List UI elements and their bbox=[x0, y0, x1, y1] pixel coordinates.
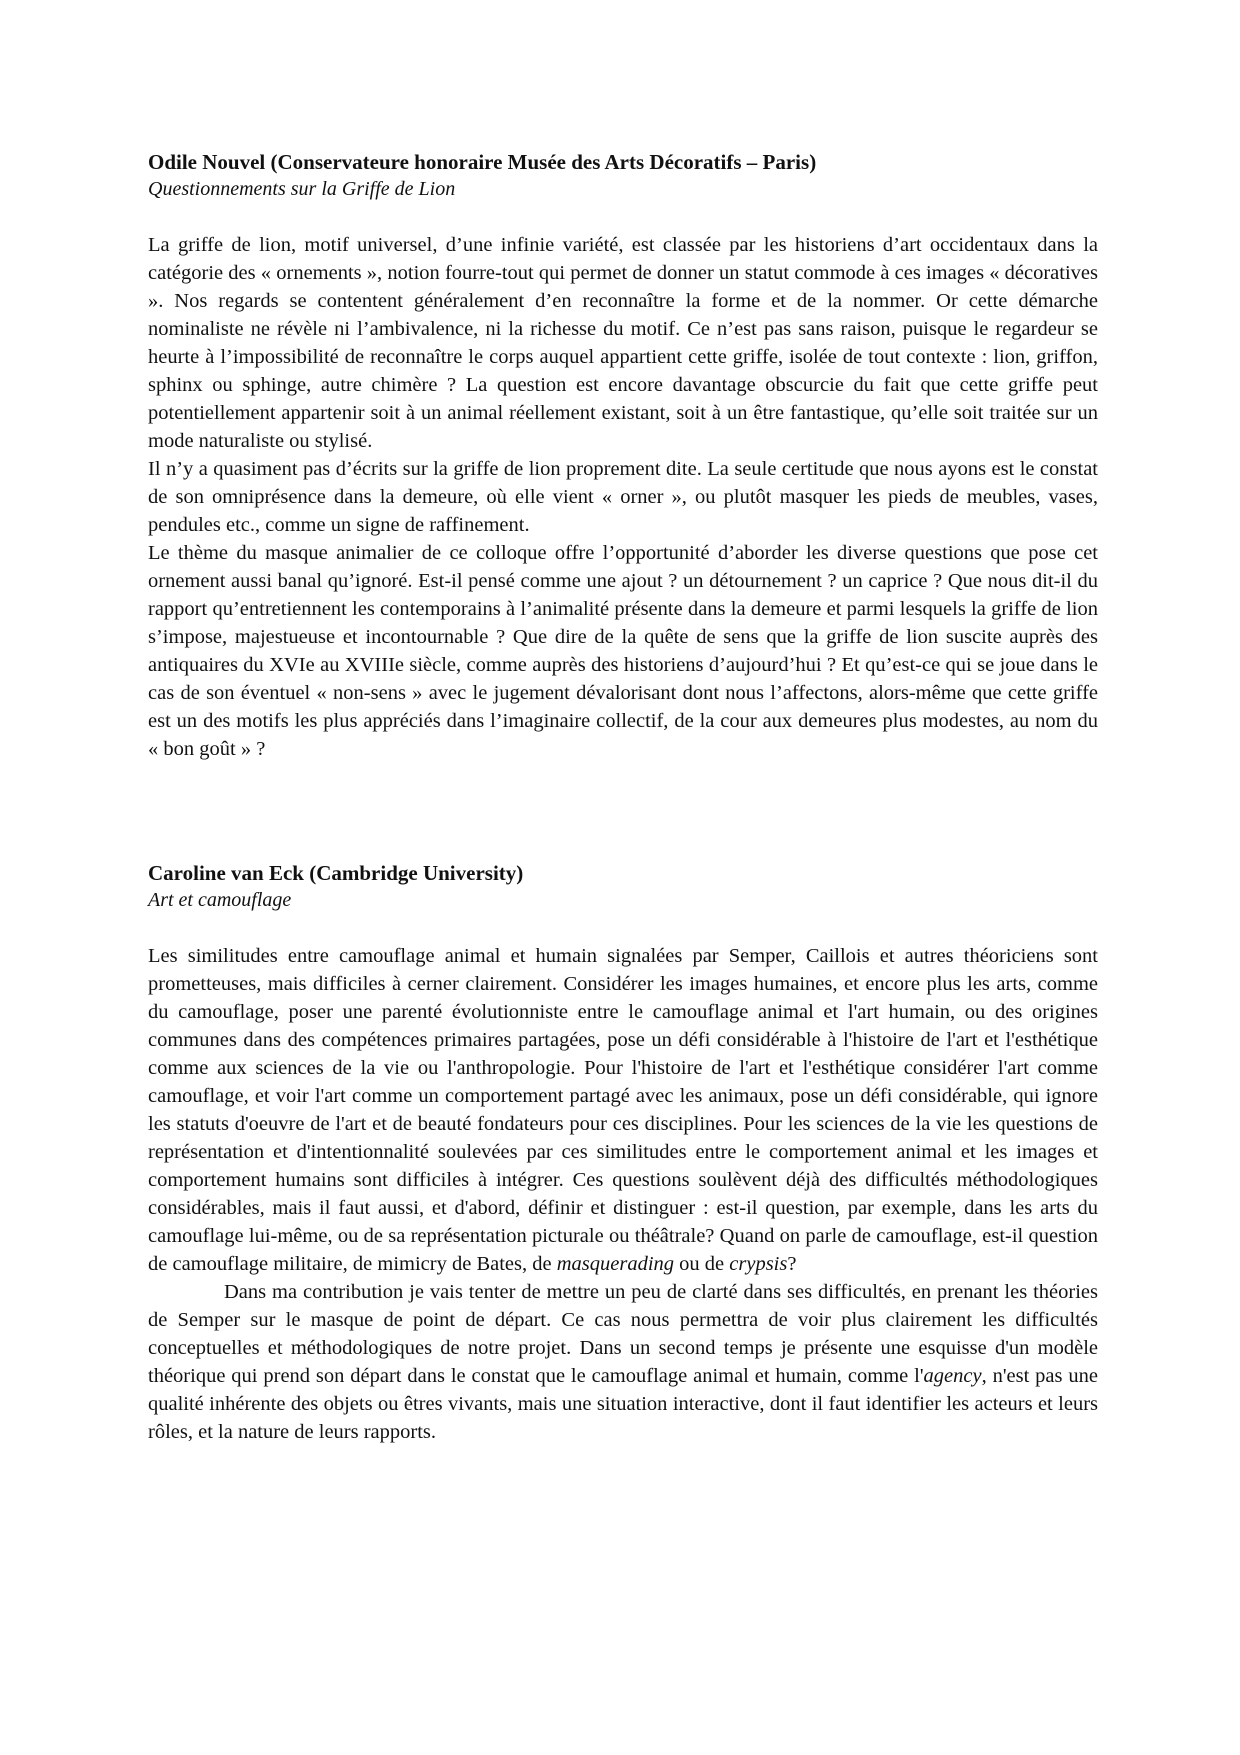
abstract-van-eck bbox=[148, 859, 1098, 1446]
author-heading: Odile Nouvel (Conservateure honoraire Musée des Arts Décoratifs – Paris) bbox=[148, 150, 817, 174]
paragraph-text: Les similitudes entre camouflage animal et humain signalées par Semper, Caillois et autres théoriciens sont prometteuses, mais difficiles à cerner clairement. Considérer les images humaines, et encore plus les arts, comme du camouflage, poser une parenté évolutionniste entre le camouflage animal et l'art humain, ou des origines communes dans des compétences primaires partagées, pose un défi considérable à l'histoire de l'art et l'esthétique comme aux sciences de la vie ou l'anthropologie. Pour l'histoire de l'art et l'esthétique considérer l'art comme camouflage, et voir l'art comme un comportement partagé avec les animaux, pose un défi considérable, qui ignore les statuts d'oeuvre de l'art et de beauté fondateurs pour ces disciplines. Pour les sciences de la vie les questions de représentation et d'intentionnalité soulevées par ces similitudes entre le comportement animal et les images et comportement humains sont difficiles à intégrer. Ces questions soulèvent déjà des difficultés méthodologiques considérables, mais il faut aussi, et d'abord, définir et distinguer : est-il question, par exemple, dans les arts du camouflage lui-même, ou de sa représentation picturale ou théâtrale? Quand on parle de camouflage, est-il question de camouflage militaire, de mimicry de Bates, de bbox=[148, 945, 1098, 1275]
paragraph bbox=[148, 1278, 1098, 1446]
paragraph-text: ? bbox=[787, 1253, 797, 1275]
paragraph-text: ou de bbox=[674, 1253, 730, 1275]
author-heading: Caroline van Eck (Cambridge University) bbox=[148, 861, 524, 885]
paragraph-text: , n'est pas une qualité inhérente des objets ou êtres vivants, mais une situation interactive, dont il faut identifier les acteurs et leurs rôles, et la nature de leurs rapports. bbox=[148, 1365, 1098, 1443]
paragraph-text: Dans ma contribution je vais tenter de mettre un peu de clarté dans ses difficultés, en prenant les théories de Semper sur le masque de point de départ. Ce cas nous permettra de voir plus clairement les difficultés conceptuelles et méthodologiques de notre projet. Dans un second temps je présente une esquisse d'un modèle théorique qui prend son départ dans le constat que le camouflage animal et humain, comme l' bbox=[148, 1281, 1098, 1387]
abstract-nouvel bbox=[148, 148, 1098, 763]
paragraph: Il n’y a quasiment pas d’écrits sur la griffe de lion proprement dite. La seule certitude que nous ayons est le constat de son omniprésence dans la demeure, où elle vient « orner », ou plutôt masquer les pieds de meubles, vases, pendules etc., comme un signe de raffinement. bbox=[148, 458, 1098, 536]
talk-title: Questionnements sur la Griffe de Lion bbox=[148, 178, 456, 200]
paragraph: La griffe de lion, motif universel, d’une infinie variété, est classée par les historiens d’art occidentaux dans la catégorie des « ornements », notion fourre-tout qui permet de donner un statut commode à ces images « décoratives ». Nos regards se contentent généralement d’en reconnaître la forme et de la nommer. Or cette démarche nominaliste ne révèle ni l’ambivalence, ni la richesse du motif. Ce n’est pas sans raison, puisque le regardeur se heurte à l’impossibilité de reconnaître le corps auquel appartient cette griffe, isolée de tout contexte : lion, griffon, sphinx ou sphinge, autre chimère ? La question est encore davantage obscurcie du fait que cette griffe peut potentiellement appartenir soit à un animal réellement existant, soit à un être fantastique, qu’elle soit traitée sur un mode naturaliste ou stylisé. bbox=[148, 234, 1098, 452]
paragraph bbox=[148, 942, 1098, 1278]
document-page bbox=[148, 148, 1098, 1446]
paragraph: Le thème du masque animalier de ce colloque offre l’opportunité d’aborder les diverse questions que pose cet ornement aussi banal qu’ignoré. Est-il pensé comme une ajout ? un détournement ? un caprice ? Que nous dit-il du rapport qu’entretiennent les contemporains à l’animalité présente dans la demeure et parmi lesquels la griffe de lion s’impose, majestueuse et incontournable ? Que dire de la quête de sens que la griffe de lion suscite auprès des antiquaires du XVIe au XVIIIe siècle, comme auprès des historiens d’aujourd’hui ? Et qu’est-ce qui se joue dans le cas de son éventuel « non-sens » avec le jugement dévalorisant dont nous l’affectons, alors-même que cette griffe est un des motifs les plus appréciés dans l’imaginaire collectif, de la cour aux demeures plus modestes, au nom du « bon goût » ? bbox=[148, 542, 1098, 760]
talk-title: Art et camouflage bbox=[148, 889, 292, 911]
italic-term: agency bbox=[923, 1365, 982, 1387]
section-spacer bbox=[148, 763, 1098, 859]
italic-term: crypsis bbox=[729, 1253, 788, 1275]
italic-term: masquerading bbox=[556, 1253, 675, 1275]
